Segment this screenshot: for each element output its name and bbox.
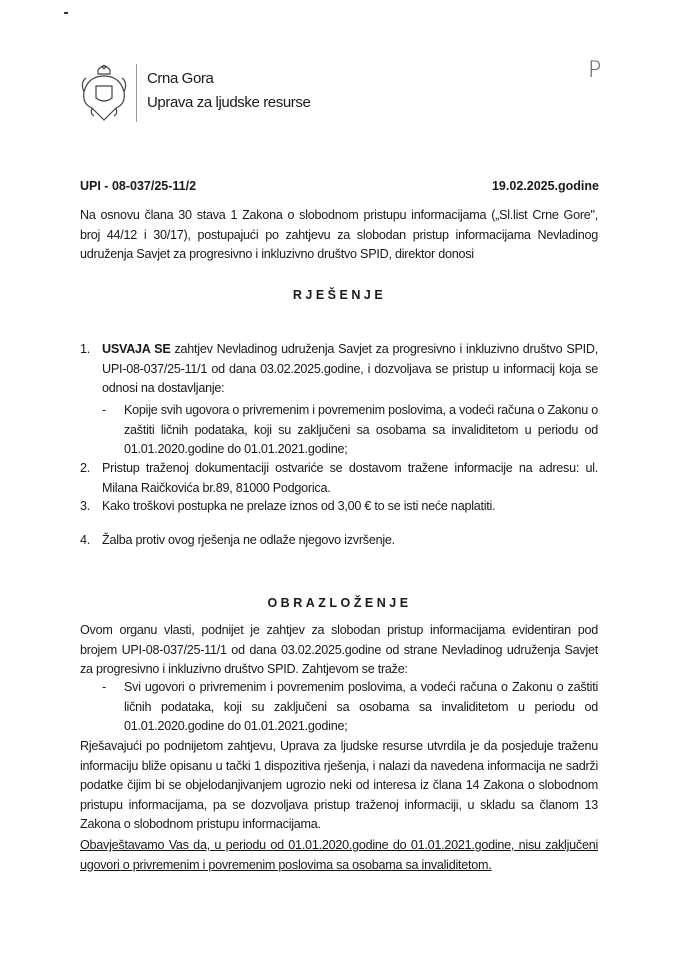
decision-title: RJEŠENJE	[292, 288, 387, 302]
reasoning-paragraph-1: Ovom organu vlasti, podnijet je zahtjev za slobodan pristup informacijama evidentiran pod brojem UPI-08-037/25-11/1 od dana 03.02.2025.godine od strane Nevladinog udruženja Savjet za progresivno i inkluzivno društvo SPID. Zahtjevom se traže:	[80, 623, 598, 676]
notice-text: Obavještavamo Vas da, u periodu od 01.01.2020.godine do 01.01.2021.godine, nisu zaključeni ugovori o privremenim i povremenim poslovima sa osobama sa invaliditetom.	[80, 838, 598, 872]
reasoning-paragraph-2: Rješavajući po podnijetom zahtjevu, Uprava za ljudske resurse utvrdila je da posjeduje traženu informaciju bliže opisanu u tački 1 dispozitiva rješenja, i nalazi da navedena informacija ne sadrži podatke čijim bi se objelodanjivanjem ugrozio neki od interesa iz člana 14 Zakona o slobodnom pristupu informacijama, pa se dozvoljava pristup traženoj informaciji, u skladu sa članom 13 Zakona o slobodnom pristupu informacijama.	[80, 739, 598, 831]
decision-item-2	[80, 459, 598, 498]
item-number: 4.	[80, 533, 91, 547]
header-divider	[136, 64, 137, 122]
item-text: Pristup traženoj dokumentaciji ostvariće se dostavom tražene informacije na adresu: ul. Milana Raičkovića br.89, 81000 Podgorica.	[102, 461, 598, 495]
header-country: Crna Gora	[147, 70, 214, 87]
item-text: Žalba protiv ovog rješenja ne odlaže njegovo izvršenje.	[102, 533, 395, 547]
item-text: Kako troškovi postupka ne prelaze iznos od 3,00 € to se isti neće naplatiti.	[102, 499, 496, 513]
item-number: 1.	[80, 342, 91, 356]
decision-item-3	[80, 497, 598, 517]
bullet-text: Svi ugovori o privremenim i povremenim poslovima, a vodeći računa o Zakonu o zaštiti ličnih podataka, koji su zaključeni sa osobama sa invaliditetom u periodu od 01.01.2020.godine do 01.01.2021.godine;	[124, 680, 598, 733]
scan-speck	[64, 12, 68, 14]
bullet-dash: -	[102, 403, 106, 417]
bullet-text: Kopije svih ugovora o privremenim i povremenim poslovima, a vodeći računa o Zakonu o zaštiti ličnih podataka, koji su zaključeni sa osobama sa invaliditetom u periodu od 01.01.2020.godine do 01.01.2021.godine;	[124, 403, 598, 456]
decision-item-1	[80, 340, 598, 399]
item-number: 2.	[80, 461, 91, 475]
header-institution: Uprava za ljudske resurse	[147, 94, 311, 111]
document-date: 19.02.2025.godine	[491, 179, 599, 193]
bullet-dash: -	[102, 680, 106, 694]
item-number: 3.	[80, 499, 91, 513]
coat-of-arms-logo	[78, 62, 130, 122]
item-bold-lead: USVAJA SE	[102, 342, 171, 356]
handwritten-mark: P	[588, 58, 602, 83]
notice-paragraph	[80, 836, 598, 875]
intro-paragraph: Na osnovu člana 30 stava 1 Zakona o slobodnom pristupu informacijama („Sl.list Crne Gore", broj 44/12 i 30/17), postupajući po zahtjevu za slobodan pristup informacijama Nevladinog udruženja Savjet za progresivno i inkluzivno društvo SPID, direktor donosi	[80, 208, 598, 261]
item-text: zahtjev Nevladinog udruženja Savjet za progresivno i inkluzivno društvo SPID, UPI-08-037/25-11/1 od dana 03.02.2025.godine, i dozvoljava se pristup u informacij koja se odnosi na dostavljanje:	[102, 342, 598, 395]
reasoning-title: OBRAZLOŽENJE	[267, 596, 412, 610]
item-1-bullet	[102, 401, 598, 460]
reasoning-bullet	[102, 678, 598, 737]
decision-item-4	[80, 531, 598, 551]
reference-number: UPI - 08-037/25-11/2	[80, 179, 197, 193]
